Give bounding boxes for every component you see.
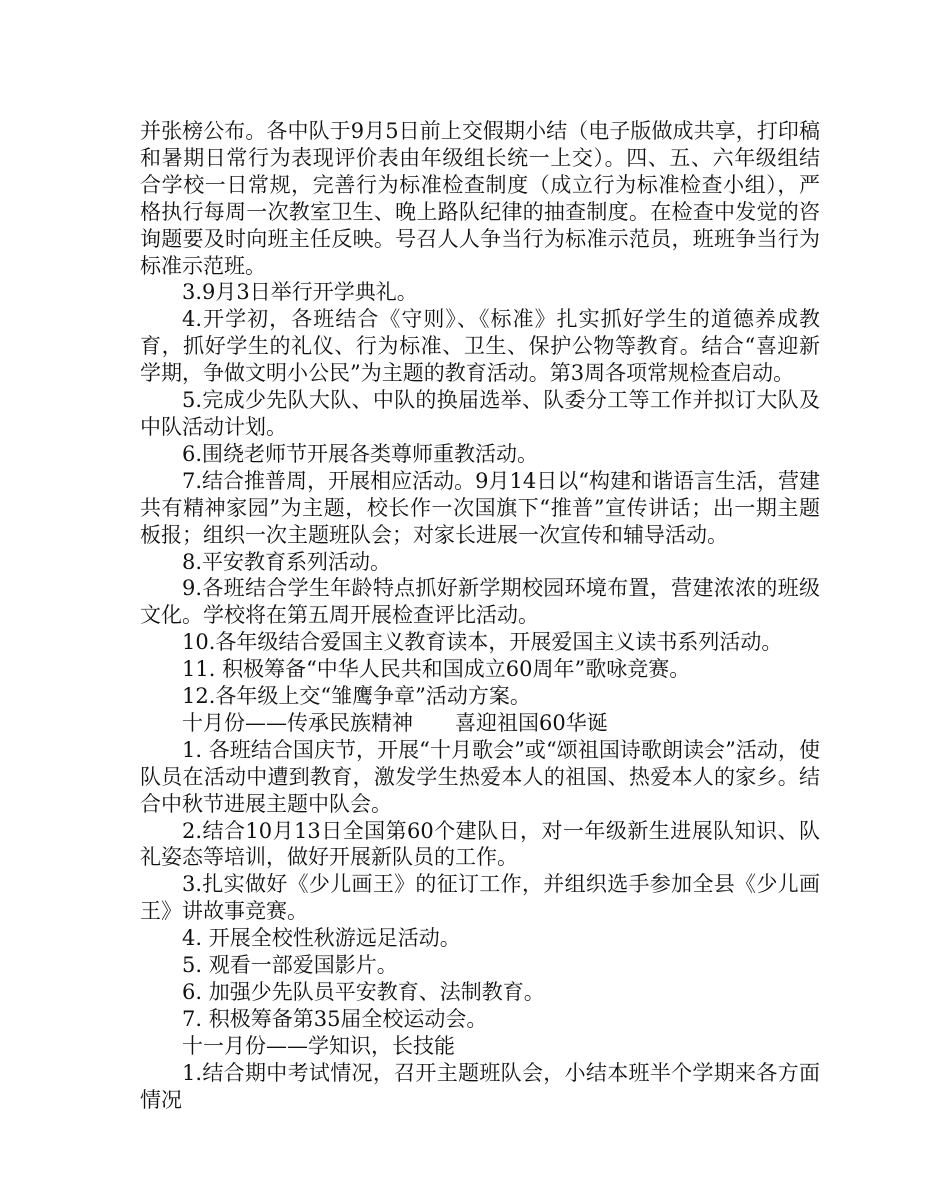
paragraph-item-eagle-badge: 12.各年级上交“雏鹰争章”活动方案。 [182, 684, 531, 709]
paragraph-continuation: 并张榜公布。各中队于9月5日前上交假期小结（电子版做成共享，打印稿和暑期日常行为表现评价表由年级组长统一上交）。四、五、六年级组结合学校一日常规，完善行为标准检查制度（成立行为标准检查小组），严格执行每周一次教室卫生、晚上路队纪律的抽查制度。在检查中发觉的咨询题要及时向班主任反映。号召人人争当行为标准示范员，班班争当行为标准示范班。 [140, 119, 820, 278]
paragraph-item-teachers-day: 6.围绕老师节开展各类尊师重教活动。 [182, 441, 539, 466]
paragraph-item-painting-king: 3.扎实做好《少儿画王》的征订工作，并组织选手参加全县《少儿画王》讲故事竞赛。 [140, 872, 820, 924]
paragraph-item-opening-ceremony: 3.9月3日举行开学典礼。 [182, 280, 418, 305]
paragraph-item-class-culture: 9.各班结合学生年龄特点抓好新学期校园环境布置，营建浓浓的班级文化。学校将在第五周开展检查评比活动。 [140, 576, 820, 628]
paragraph-item-singing-contest: 11. 积极筹备“中华人民共和国成立60周年”歌咏竞赛。 [182, 657, 691, 682]
paragraph-item-founding-day: 2.结合10月13日全国第60个建队日，对一年级新生进展队知识、队礼姿态等培训，做好开展新队员的工作。 [140, 818, 820, 870]
document-page [140, 118, 820, 1114]
paragraph-item-moral-education: 4.开学初，各班结合《守则》、《标准》扎实抓好学生的道德养成教育，抓好学生的礼仪、行为标准、卫生、保护公物等教育。结合“喜迎新学期，争做文明小公民”为主题的教育活动。第3周各项常规检查启动。 [140, 307, 820, 386]
paragraph-item-election: 5.完成少先队大队、中队的换届选举、队委分工等工作并拟订大队及中队活动计划。 [140, 388, 820, 439]
paragraph-item-safety-law: 6. 加强少先队员平安教育、法制教育。 [182, 980, 545, 1004]
paragraph-item-patriotic-reading: 10.各年级结合爱国主义教育读本，开展爱国主义读书系列活动。 [182, 630, 783, 655]
paragraph-item-safety: 8.平安教育系列活动。 [182, 549, 392, 574]
paragraph-item-midterm-review: 1.结合期中考试情况，召开主题班队会，小结本班半个学期来各方面情况 [140, 1060, 820, 1112]
section-heading-october: 十月份——传承民族精神 喜迎祖国60华诞 [182, 710, 608, 735]
section-heading-november: 十一月份——学知识，长技能 [182, 1033, 455, 1058]
paragraph-item-autumn-outing: 4. 开展全校性秋游远足活动。 [182, 926, 461, 951]
paragraph-item-mandarin-week: 7.结合推普周，开展相应活动。9月14日以“构建和谐语言生活，营建共有精神家园”为主题，校长作一次国旗下“推普”宣传讲话；出一期主题板报；组织一次主题班队会；对家长进展一次宣传和辅导活动。 [140, 468, 820, 547]
paragraph-item-national-day: 1. 各班结合国庆节，开展“十月歌会”或“颂祖国诗歌朗读会”活动，使队员在活动中遭到教育，激发学生热爱本人的祖国、热爱本人的家乡。结合中秋节进展主题中队会。 [140, 737, 820, 816]
paragraph-item-patriotic-film: 5. 观看一部爱国影片。 [182, 953, 398, 978]
paragraph-item-sports-meet: 7. 积极筹备第35届全校运动会。 [182, 1006, 488, 1031]
